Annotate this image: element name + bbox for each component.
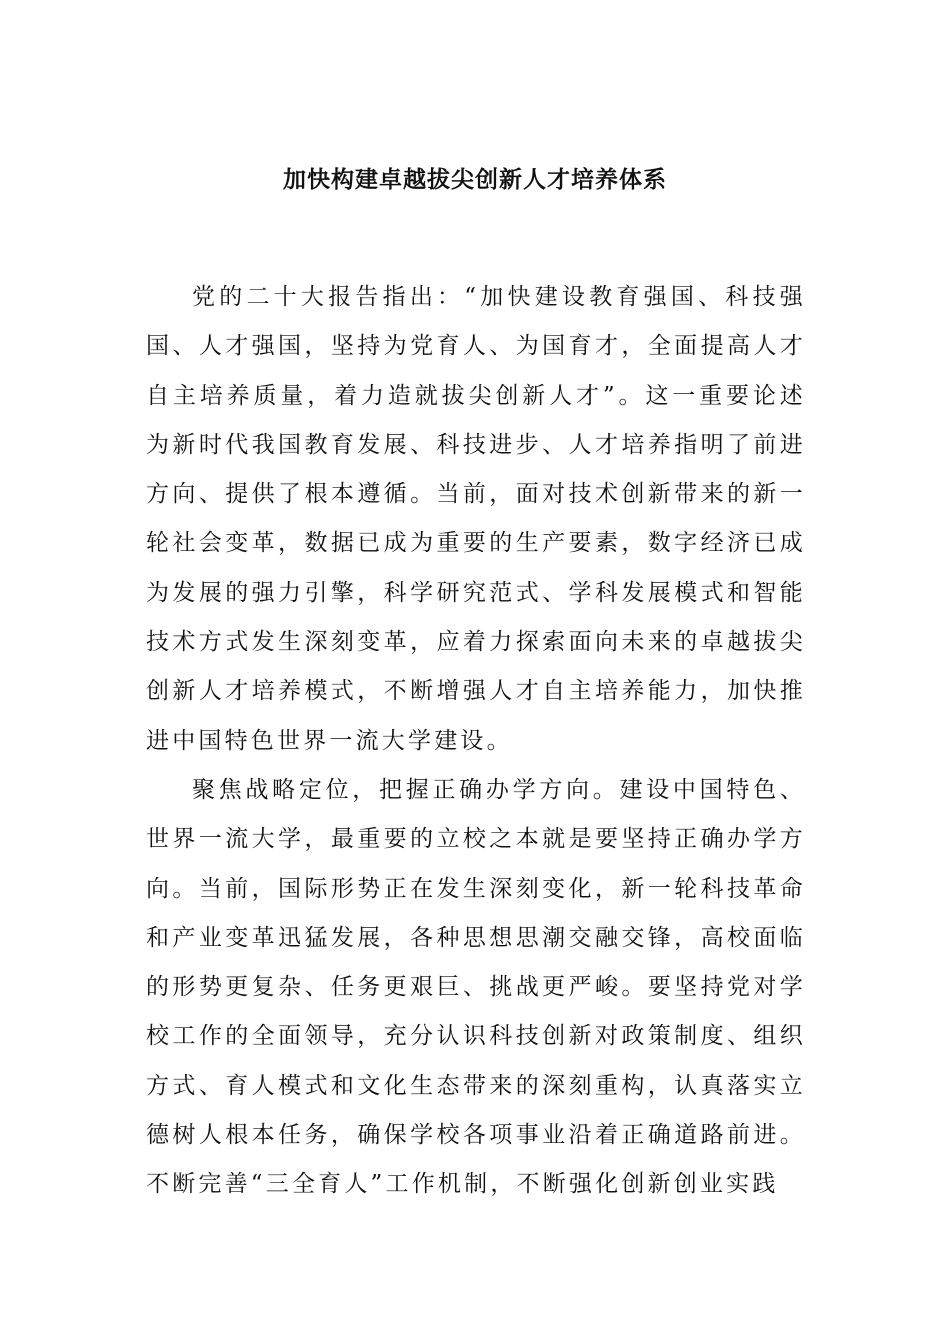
document-body: [146, 273, 806, 1210]
paragraph-1: 党的二十大报告指出：“加快建设教育强国、科技强国、人才强国，坚持为党育人、为国育才，全面提高人才自主培养质量，着力造就拔尖创新人才”。这一重要论述为新时代我国教育发展、科技进步、人才培养指明了前进方向、提供了根本遵循。当前，面对技术创新带来的新一轮社会变革，数据已成为重要的生产要素，数字经济已成为发展的强力引擎，科学研究范式、学科发展模式和智能技术方式发生深刻变革，应着力探索面向未来的卓越拔尖创新人才培养模式，不断增强人才自主培养能力，加快推进中国特色世界一流大学建设。: [146, 284, 806, 754]
document-title: 加快构建卓越拔尖创新人才培养体系: [283, 166, 667, 193]
paragraph-2: 聚焦战略定位，把握正确办学方向。建设中国特色、世界一流大学，最重要的立校之本就是要坚持正确办学方向。当前，国际形势正在发生深刻变化，新一轮科技革命和产业变革迅猛发展，各种思想思潮交融交锋，高校面临的形势更复杂、任务更艰巨、挑战更严峻。要坚持党对学校工作的全面领导，充分认识科技创新对政策制度、组织方式、育人模式和文化生态带来的深刻重构，认真落实立德树人根本任务，确保学校各项事业沿着正确道路前进。不断完善“三全育人”工作机制，不断强化创新创业实践: [146, 776, 806, 1198]
